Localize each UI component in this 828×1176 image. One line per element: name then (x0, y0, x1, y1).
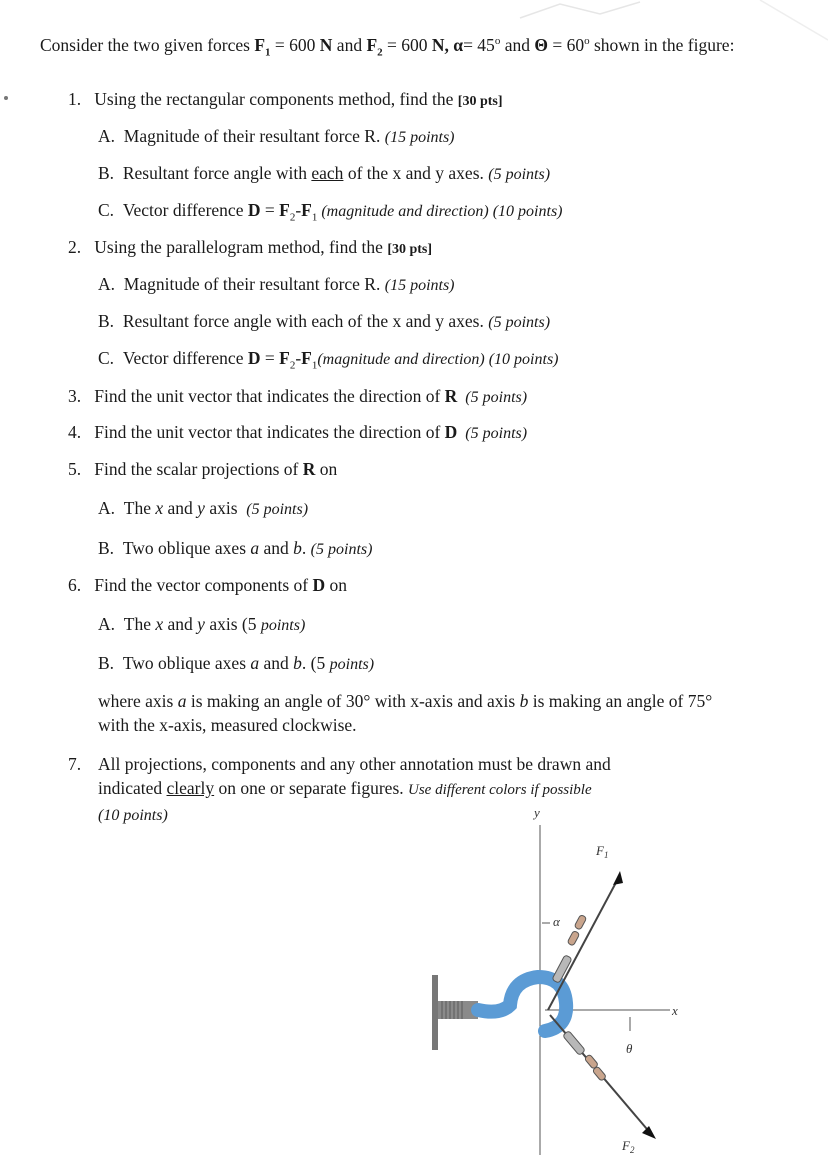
hook (478, 977, 566, 1031)
question-2c: C. Vector difference $D = F_2-F_1(magnitude$ and direction) (10 points) (98, 348, 559, 372)
question-5a: A. The x and y axis (5 points) (98, 498, 309, 518)
problem-intro: Consider the two given forces $F_1 = 600$ N and $F_2 = 600$ N, $\alpha= 45^o$ and $\Theta = 60^o$ shown in the figure: (40, 34, 735, 59)
question-1b: B. Resultant force angle with each of the x and y axes. (5 points) (98, 163, 551, 183)
question-2b: B. Resultant force angle with each of the x and y axes. (5 points) (98, 311, 551, 331)
question-6: 6. Find the vector components of D on (68, 575, 347, 595)
question-6a: A. The x and y axis (5 points) (98, 614, 306, 634)
question-1a: A. Magnitude of their resultant force R. (15 points) (98, 126, 455, 146)
alpha-label: α (553, 914, 560, 929)
f1-label: $F_1$ (596, 843, 609, 860)
question-5b: B. Two oblique axes a and b. (5 points) (98, 538, 373, 558)
question-2: 2. Using the parallelogram method, find the [30 pts] (68, 237, 433, 257)
f2-arrowhead (642, 1126, 656, 1139)
question-1: 1. Using the rectangular components method, find the [30 pts] (68, 89, 503, 109)
question-6-axis-note: where axis a is making an angle of 30° with x-axis and axis b is making an angle of 75° with the x-axis, measured clockwise. (98, 691, 713, 735)
question-5: 5. Find the scalar projections of R on (68, 459, 338, 479)
margin-dot (4, 96, 8, 100)
question-3: 3. Find the unit vector that indicates the direction of R (5 points) (68, 386, 528, 406)
question-7: All projections, components and any other annotation must be drawn and indicated clearly on one or separate figures. Use different colors if possible (10 points) (98, 754, 611, 824)
question-6b: B. Two oblique axes a and b. (5 points) (98, 653, 375, 673)
f2-label: $F_2$ (622, 1138, 635, 1155)
question-1c: C. Vector difference $D = F_2-F_1$ (magnitude and direction) (10 points) (98, 200, 563, 224)
x-axis-label: x (672, 1003, 678, 1018)
theta-label: θ (626, 1041, 633, 1056)
f1-arrowhead (613, 871, 623, 885)
y-axis-label: y (534, 805, 540, 820)
question-4: 4. Find the unit vector that indicates the direction of D (5 points) (68, 422, 528, 442)
wall (432, 975, 438, 1050)
question-7-number: 7. (68, 754, 82, 774)
force-figure (430, 805, 700, 1165)
f1-force-line (548, 875, 620, 1010)
question-2a: A. Magnitude of their resultant force R. (15 points) (98, 274, 455, 294)
